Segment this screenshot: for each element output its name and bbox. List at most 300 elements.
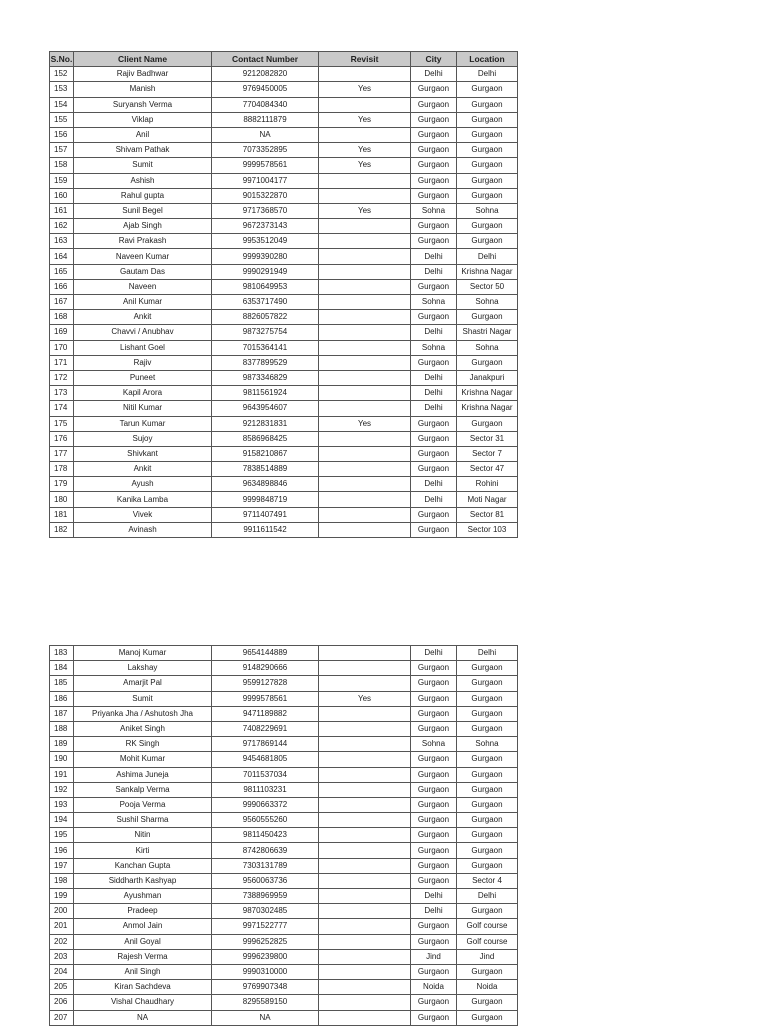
cell-revisit bbox=[319, 97, 411, 112]
cell-location: Gurgaon bbox=[457, 797, 518, 812]
cell-contact-number: 9811103231 bbox=[212, 782, 319, 797]
cell-city: Delhi bbox=[411, 249, 457, 264]
cell-contact-number: 9769907348 bbox=[212, 980, 319, 995]
cell-contact-number: 8742806639 bbox=[212, 843, 319, 858]
cell-sno: 202 bbox=[50, 934, 74, 949]
table-row bbox=[50, 661, 518, 676]
table-row bbox=[50, 143, 518, 158]
cell-revisit bbox=[319, 492, 411, 507]
cell-location: Gurgaon bbox=[457, 82, 518, 97]
cell-location: Gurgaon bbox=[457, 112, 518, 127]
cell-revisit bbox=[319, 477, 411, 492]
cell-city: Gurgaon bbox=[411, 797, 457, 812]
cell-client-name: Viklap bbox=[74, 112, 212, 127]
cell-sno: 171 bbox=[50, 355, 74, 370]
cell-contact-number: 9711407491 bbox=[212, 507, 319, 522]
cell-city: Delhi bbox=[411, 904, 457, 919]
cell-sno: 191 bbox=[50, 767, 74, 782]
cell-sno: 173 bbox=[50, 386, 74, 401]
cell-contact-number: 9811450423 bbox=[212, 828, 319, 843]
cell-client-name: Sushil Sharma bbox=[74, 813, 212, 828]
cell-sno: 172 bbox=[50, 370, 74, 385]
table-row bbox=[50, 234, 518, 249]
cell-city: Gurgaon bbox=[411, 355, 457, 370]
cell-revisit bbox=[319, 782, 411, 797]
cell-location: Delhi bbox=[457, 67, 518, 82]
table-row bbox=[50, 782, 518, 797]
cell-sno: 195 bbox=[50, 828, 74, 843]
cell-client-name: Sumit bbox=[74, 158, 212, 173]
cell-contact-number: 9811561924 bbox=[212, 386, 319, 401]
cell-client-name: Kiran Sachdeva bbox=[74, 980, 212, 995]
cell-city: Gurgaon bbox=[411, 919, 457, 934]
cell-client-name: Amarjit Pal bbox=[74, 676, 212, 691]
cell-contact-number: 9870302485 bbox=[212, 904, 319, 919]
cell-client-name: Ashish bbox=[74, 173, 212, 188]
cell-sno: 164 bbox=[50, 249, 74, 264]
cell-contact-number: 7073352895 bbox=[212, 143, 319, 158]
cell-revisit bbox=[319, 127, 411, 142]
cell-sno: 186 bbox=[50, 691, 74, 706]
cell-location: Gurgaon bbox=[457, 310, 518, 325]
cell-contact-number: 9953512049 bbox=[212, 234, 319, 249]
cell-location: Golf course bbox=[457, 919, 518, 934]
cell-client-name: Pradeep bbox=[74, 904, 212, 919]
cell-revisit bbox=[319, 67, 411, 82]
cell-client-name: Lishant Goel bbox=[74, 340, 212, 355]
cell-sno: 197 bbox=[50, 858, 74, 873]
cell-contact-number: 9999578561 bbox=[212, 158, 319, 173]
cell-revisit bbox=[319, 980, 411, 995]
cell-revisit bbox=[319, 873, 411, 888]
cell-city: Sohna bbox=[411, 340, 457, 355]
cell-location: Gurgaon bbox=[457, 721, 518, 736]
table-row bbox=[50, 431, 518, 446]
cell-client-name: Ankit bbox=[74, 310, 212, 325]
table-row bbox=[50, 416, 518, 431]
cell-city: Gurgaon bbox=[411, 143, 457, 158]
cell-client-name: Sujoy bbox=[74, 431, 212, 446]
cell-location: Delhi bbox=[457, 249, 518, 264]
cell-contact-number: 9990291949 bbox=[212, 264, 319, 279]
cell-revisit: Yes bbox=[319, 112, 411, 127]
cell-city: Gurgaon bbox=[411, 219, 457, 234]
cell-revisit bbox=[319, 386, 411, 401]
client-table-2 bbox=[49, 645, 518, 1026]
table-row bbox=[50, 295, 518, 310]
cell-sno: 205 bbox=[50, 980, 74, 995]
cell-city: Delhi bbox=[411, 325, 457, 340]
cell-contact-number: 9769450005 bbox=[212, 82, 319, 97]
cell-client-name: Rajesh Verma bbox=[74, 949, 212, 964]
cell-sno: 207 bbox=[50, 1010, 74, 1025]
cell-city: Noida bbox=[411, 980, 457, 995]
cell-revisit bbox=[319, 858, 411, 873]
cell-city: Gurgaon bbox=[411, 752, 457, 767]
cell-contact-number: 9996252825 bbox=[212, 934, 319, 949]
cell-sno: 167 bbox=[50, 295, 74, 310]
table-row bbox=[50, 249, 518, 264]
cell-sno: 154 bbox=[50, 97, 74, 112]
table-row bbox=[50, 904, 518, 919]
cell-contact-number: 9643954607 bbox=[212, 401, 319, 416]
cell-city: Gurgaon bbox=[411, 188, 457, 203]
table-row bbox=[50, 325, 518, 340]
cell-location: Sohna bbox=[457, 340, 518, 355]
cell-client-name: Kanika Lamba bbox=[74, 492, 212, 507]
cell-city: Gurgaon bbox=[411, 310, 457, 325]
cell-sno: 188 bbox=[50, 721, 74, 736]
cell-revisit bbox=[319, 661, 411, 676]
cell-city: Gurgaon bbox=[411, 691, 457, 706]
cell-revisit: Yes bbox=[319, 82, 411, 97]
table-row bbox=[50, 158, 518, 173]
cell-city: Gurgaon bbox=[411, 112, 457, 127]
cell-revisit bbox=[319, 737, 411, 752]
cell-contact-number: 9999848719 bbox=[212, 492, 319, 507]
table-row bbox=[50, 813, 518, 828]
table-row bbox=[50, 919, 518, 934]
cell-sno: 176 bbox=[50, 431, 74, 446]
cell-city: Gurgaon bbox=[411, 934, 457, 949]
cell-contact-number: 8586968425 bbox=[212, 431, 319, 446]
table-row bbox=[50, 462, 518, 477]
cell-client-name: NA bbox=[74, 1010, 212, 1025]
cell-city: Gurgaon bbox=[411, 1010, 457, 1025]
cell-contact-number: 7015364141 bbox=[212, 340, 319, 355]
cell-client-name: Naveen Kumar bbox=[74, 249, 212, 264]
table-row bbox=[50, 219, 518, 234]
cell-sno: 184 bbox=[50, 661, 74, 676]
cell-city: Gurgaon bbox=[411, 431, 457, 446]
cell-contact-number: 9471189882 bbox=[212, 706, 319, 721]
cell-location: Sector 4 bbox=[457, 873, 518, 888]
cell-contact-number: 9654144889 bbox=[212, 646, 319, 661]
cell-revisit bbox=[319, 752, 411, 767]
cell-sno: 187 bbox=[50, 706, 74, 721]
cell-city: Sohna bbox=[411, 203, 457, 218]
cell-sno: 206 bbox=[50, 995, 74, 1010]
table-row bbox=[50, 188, 518, 203]
cell-client-name: Kapil Arora bbox=[74, 386, 212, 401]
cell-contact-number: 8826057822 bbox=[212, 310, 319, 325]
cell-revisit bbox=[319, 904, 411, 919]
cell-sno: 158 bbox=[50, 158, 74, 173]
cell-sno: 177 bbox=[50, 446, 74, 461]
cell-contact-number: 9148290666 bbox=[212, 661, 319, 676]
cell-contact-number: 9999390280 bbox=[212, 249, 319, 264]
table-row bbox=[50, 934, 518, 949]
cell-sno: 180 bbox=[50, 492, 74, 507]
cell-revisit bbox=[319, 234, 411, 249]
cell-revisit bbox=[319, 462, 411, 477]
cell-client-name: Mohit Kumar bbox=[74, 752, 212, 767]
cell-revisit: Yes bbox=[319, 203, 411, 218]
cell-city: Gurgaon bbox=[411, 279, 457, 294]
cell-location: Noida bbox=[457, 980, 518, 995]
cell-city: Gurgaon bbox=[411, 158, 457, 173]
table-row bbox=[50, 949, 518, 964]
cell-location: Gurgaon bbox=[457, 904, 518, 919]
header-client-name: Client Name bbox=[74, 52, 212, 67]
cell-location: Gurgaon bbox=[457, 813, 518, 828]
cell-contact-number: 9873275754 bbox=[212, 325, 319, 340]
cell-client-name: Ayushman bbox=[74, 889, 212, 904]
cell-client-name: Ashima Juneja bbox=[74, 767, 212, 782]
cell-sno: 189 bbox=[50, 737, 74, 752]
cell-sno: 165 bbox=[50, 264, 74, 279]
cell-client-name: Rajiv Badhwar bbox=[74, 67, 212, 82]
cell-sno: 152 bbox=[50, 67, 74, 82]
cell-contact-number: 9911611542 bbox=[212, 522, 319, 537]
cell-location: Sohna bbox=[457, 737, 518, 752]
cell-revisit: Yes bbox=[319, 691, 411, 706]
cell-revisit bbox=[319, 173, 411, 188]
cell-location: Gurgaon bbox=[457, 97, 518, 112]
cell-revisit bbox=[319, 370, 411, 385]
cell-city: Gurgaon bbox=[411, 234, 457, 249]
table-row bbox=[50, 507, 518, 522]
table-row bbox=[50, 173, 518, 188]
cell-city: Gurgaon bbox=[411, 173, 457, 188]
cell-revisit bbox=[319, 188, 411, 203]
cell-contact-number: 9015322870 bbox=[212, 188, 319, 203]
cell-location: Rohini bbox=[457, 477, 518, 492]
cell-client-name: Ajab Singh bbox=[74, 219, 212, 234]
table-row bbox=[50, 310, 518, 325]
cell-contact-number: 9212082820 bbox=[212, 67, 319, 82]
cell-sno: 160 bbox=[50, 188, 74, 203]
cell-city: Gurgaon bbox=[411, 706, 457, 721]
cell-revisit bbox=[319, 295, 411, 310]
cell-city: Gurgaon bbox=[411, 462, 457, 477]
table-row bbox=[50, 721, 518, 736]
cell-client-name: Puneet bbox=[74, 370, 212, 385]
cell-location: Sector 47 bbox=[457, 462, 518, 477]
cell-client-name: Shivam Pathak bbox=[74, 143, 212, 158]
header-city: City bbox=[411, 52, 457, 67]
cell-sno: 194 bbox=[50, 813, 74, 828]
cell-city: Gurgaon bbox=[411, 843, 457, 858]
table-row bbox=[50, 797, 518, 812]
cell-revisit bbox=[319, 355, 411, 370]
cell-client-name: Rahul gupta bbox=[74, 188, 212, 203]
cell-sno: 175 bbox=[50, 416, 74, 431]
table-row bbox=[50, 82, 518, 97]
cell-city: Gurgaon bbox=[411, 97, 457, 112]
table-row bbox=[50, 843, 518, 858]
cell-location: Gurgaon bbox=[457, 143, 518, 158]
cell-city: Gurgaon bbox=[411, 676, 457, 691]
cell-sno: 162 bbox=[50, 219, 74, 234]
table-row bbox=[50, 401, 518, 416]
cell-location: Gurgaon bbox=[457, 691, 518, 706]
cell-client-name: Rajiv bbox=[74, 355, 212, 370]
cell-sno: 199 bbox=[50, 889, 74, 904]
table-row bbox=[50, 522, 518, 537]
cell-client-name: Anil Singh bbox=[74, 964, 212, 979]
cell-sno: 161 bbox=[50, 203, 74, 218]
cell-location: Gurgaon bbox=[457, 964, 518, 979]
cell-revisit: Yes bbox=[319, 143, 411, 158]
cell-revisit bbox=[319, 934, 411, 949]
cell-contact-number: 8377899529 bbox=[212, 355, 319, 370]
cell-client-name: Ravi Prakash bbox=[74, 234, 212, 249]
cell-client-name: Avinash bbox=[74, 522, 212, 537]
cell-client-name: Anmol Jain bbox=[74, 919, 212, 934]
cell-client-name: RK Singh bbox=[74, 737, 212, 752]
cell-contact-number: 9599127828 bbox=[212, 676, 319, 691]
cell-contact-number: 7303131789 bbox=[212, 858, 319, 873]
cell-revisit bbox=[319, 843, 411, 858]
header-sno: S.No. bbox=[50, 52, 74, 67]
cell-contact-number: 9158210867 bbox=[212, 446, 319, 461]
cell-city: Gurgaon bbox=[411, 782, 457, 797]
table-row bbox=[50, 676, 518, 691]
cell-revisit bbox=[319, 889, 411, 904]
cell-location: Gurgaon bbox=[457, 828, 518, 843]
cell-location: Shastri Nagar bbox=[457, 325, 518, 340]
cell-city: Delhi bbox=[411, 264, 457, 279]
cell-city: Gurgaon bbox=[411, 446, 457, 461]
cell-location: Krishna Nagar bbox=[457, 401, 518, 416]
cell-client-name: Anil Goyal bbox=[74, 934, 212, 949]
cell-sno: 178 bbox=[50, 462, 74, 477]
cell-contact-number: 9996239800 bbox=[212, 949, 319, 964]
cell-city: Delhi bbox=[411, 889, 457, 904]
cell-city: Delhi bbox=[411, 477, 457, 492]
cell-contact-number: 9873346829 bbox=[212, 370, 319, 385]
table-row bbox=[50, 858, 518, 873]
cell-city: Delhi bbox=[411, 646, 457, 661]
cell-location: Gurgaon bbox=[457, 767, 518, 782]
cell-client-name: Manoj Kumar bbox=[74, 646, 212, 661]
cell-city: Delhi bbox=[411, 370, 457, 385]
cell-city: Gurgaon bbox=[411, 767, 457, 782]
cell-revisit bbox=[319, 340, 411, 355]
cell-sno: 153 bbox=[50, 82, 74, 97]
table-row bbox=[50, 828, 518, 843]
cell-city: Gurgaon bbox=[411, 828, 457, 843]
cell-contact-number: 9560063736 bbox=[212, 873, 319, 888]
table-row bbox=[50, 737, 518, 752]
cell-client-name: Vivek bbox=[74, 507, 212, 522]
cell-location: Gurgaon bbox=[457, 752, 518, 767]
cell-location: Sohna bbox=[457, 295, 518, 310]
cell-client-name: Kanchan Gupta bbox=[74, 858, 212, 873]
cell-revisit bbox=[319, 767, 411, 782]
table-row bbox=[50, 646, 518, 661]
table-row bbox=[50, 767, 518, 782]
cell-client-name: Vishal Chaudhary bbox=[74, 995, 212, 1010]
cell-location: Sector 50 bbox=[457, 279, 518, 294]
table-row bbox=[50, 691, 518, 706]
cell-location: Gurgaon bbox=[457, 706, 518, 721]
cell-revisit bbox=[319, 446, 411, 461]
cell-location: Gurgaon bbox=[457, 219, 518, 234]
cell-sno: 203 bbox=[50, 949, 74, 964]
table-row bbox=[50, 1010, 518, 1025]
table-row bbox=[50, 752, 518, 767]
cell-location: Gurgaon bbox=[457, 234, 518, 249]
cell-revisit: Yes bbox=[319, 416, 411, 431]
cell-location: Delhi bbox=[457, 889, 518, 904]
table-row bbox=[50, 706, 518, 721]
cell-contact-number: 7011537034 bbox=[212, 767, 319, 782]
cell-contact-number: 9672373143 bbox=[212, 219, 319, 234]
cell-client-name: Aniket Singh bbox=[74, 721, 212, 736]
table-row bbox=[50, 127, 518, 142]
cell-location: Gurgaon bbox=[457, 416, 518, 431]
table-row bbox=[50, 355, 518, 370]
cell-city: Gurgaon bbox=[411, 995, 457, 1010]
cell-sno: 166 bbox=[50, 279, 74, 294]
cell-location: Janakpuri bbox=[457, 370, 518, 385]
cell-revisit bbox=[319, 401, 411, 416]
cell-city: Delhi bbox=[411, 386, 457, 401]
cell-revisit bbox=[319, 964, 411, 979]
table-row bbox=[50, 492, 518, 507]
table-row bbox=[50, 477, 518, 492]
cell-city: Gurgaon bbox=[411, 522, 457, 537]
cell-location: Sector 81 bbox=[457, 507, 518, 522]
cell-location: Krishna Nagar bbox=[457, 264, 518, 279]
cell-contact-number: 9717869144 bbox=[212, 737, 319, 752]
table-row bbox=[50, 67, 518, 82]
cell-revisit bbox=[319, 995, 411, 1010]
cell-revisit bbox=[319, 507, 411, 522]
cell-client-name: Tarun Kumar bbox=[74, 416, 212, 431]
client-table-1 bbox=[49, 51, 518, 538]
header-location: Location bbox=[457, 52, 518, 67]
table-row bbox=[50, 964, 518, 979]
cell-contact-number: 8882111879 bbox=[212, 112, 319, 127]
cell-revisit: Yes bbox=[319, 158, 411, 173]
cell-client-name: Kirti bbox=[74, 843, 212, 858]
cell-revisit bbox=[319, 706, 411, 721]
cell-location: Gurgaon bbox=[457, 355, 518, 370]
cell-contact-number: 9990663372 bbox=[212, 797, 319, 812]
cell-sno: 196 bbox=[50, 843, 74, 858]
cell-city: Gurgaon bbox=[411, 721, 457, 736]
cell-client-name: Chavvi / Anubhav bbox=[74, 325, 212, 340]
cell-city: Jind bbox=[411, 949, 457, 964]
cell-client-name: Siddharth Kashyap bbox=[74, 873, 212, 888]
cell-client-name: Priyanka Jha / Ashutosh Jha bbox=[74, 706, 212, 721]
cell-contact-number: 9717368570 bbox=[212, 203, 319, 218]
cell-contact-number: 7388969959 bbox=[212, 889, 319, 904]
cell-sno: 183 bbox=[50, 646, 74, 661]
cell-location: Krishna Nagar bbox=[457, 386, 518, 401]
header-revisit: Revisit bbox=[319, 52, 411, 67]
cell-location: Sector 31 bbox=[457, 431, 518, 446]
cell-location: Sector 103 bbox=[457, 522, 518, 537]
cell-revisit bbox=[319, 522, 411, 537]
cell-revisit bbox=[319, 828, 411, 843]
table-row bbox=[50, 203, 518, 218]
table-row bbox=[50, 446, 518, 461]
table-row bbox=[50, 873, 518, 888]
cell-sno: 193 bbox=[50, 797, 74, 812]
cell-client-name: Nitil Kumar bbox=[74, 401, 212, 416]
cell-client-name: Pooja Verma bbox=[74, 797, 212, 812]
cell-client-name: Ankit bbox=[74, 462, 212, 477]
cell-revisit bbox=[319, 919, 411, 934]
cell-revisit bbox=[319, 813, 411, 828]
cell-client-name: Naveen bbox=[74, 279, 212, 294]
table-row bbox=[50, 370, 518, 385]
cell-sno: 198 bbox=[50, 873, 74, 888]
